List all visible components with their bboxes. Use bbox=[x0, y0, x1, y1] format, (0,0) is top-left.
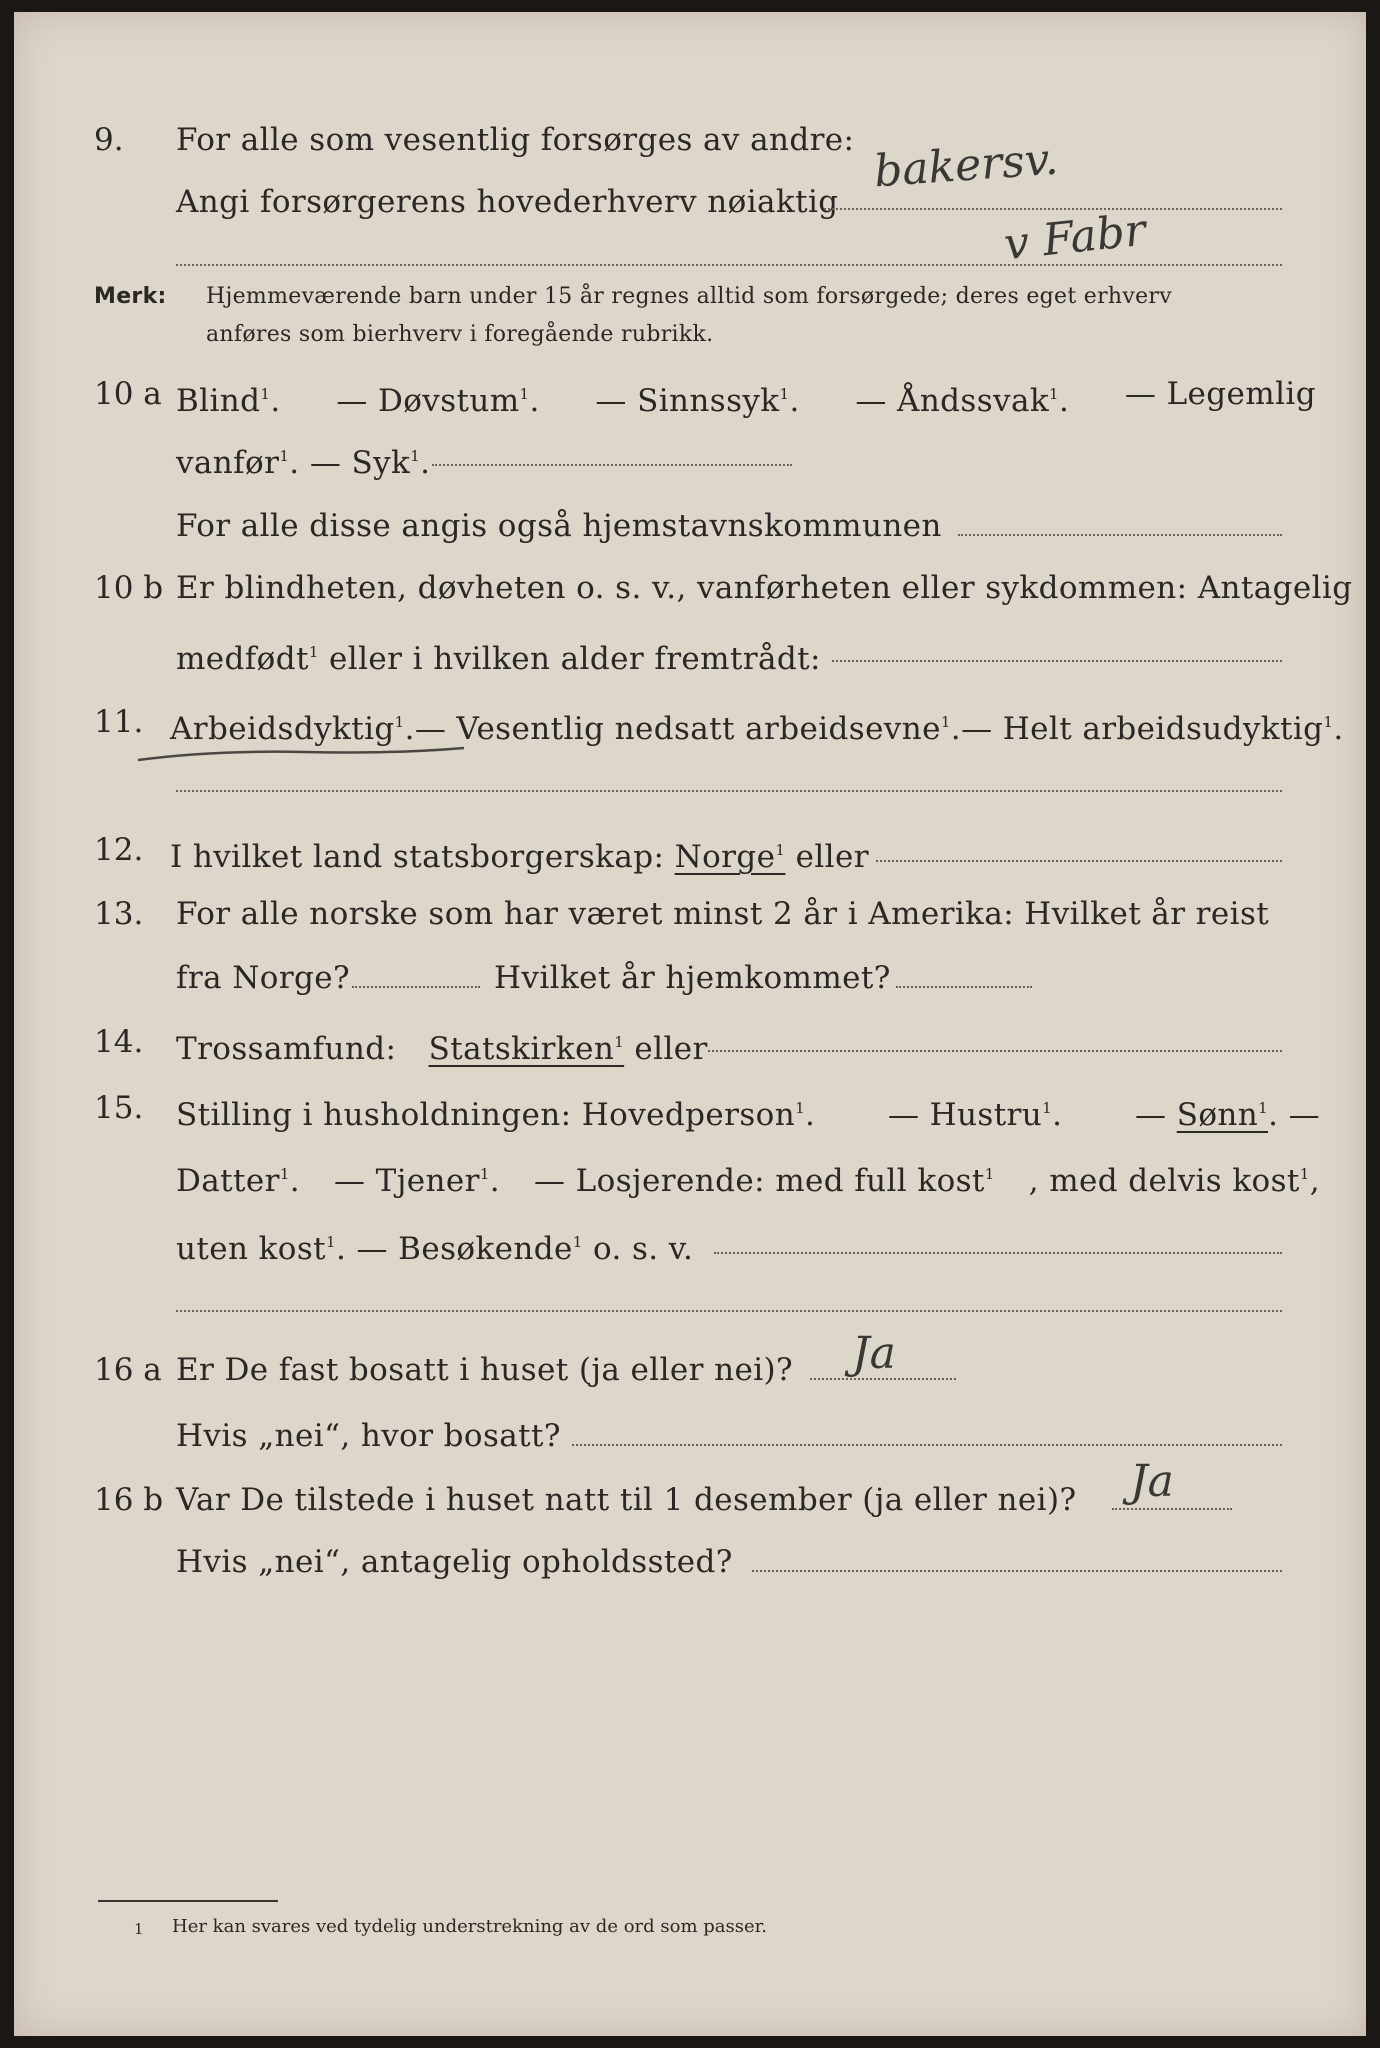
q12-opt-eller[interactable]: eller bbox=[795, 839, 869, 875]
q13-line2b: Hvilket år hjemkommet? bbox=[494, 960, 891, 996]
q15-opt-sonn[interactable]: Sønn$^1$ bbox=[1176, 1097, 1269, 1133]
merk-line1: Hjemmeværende barn under 15 år regnes alltid som forsørgede; deres eget erhverv bbox=[206, 284, 1172, 309]
q15-opt-hovedperson[interactable]: Stilling i husholdningen: Hovedperson$^1$. bbox=[176, 1097, 816, 1133]
q10b-number: 10 b bbox=[94, 570, 164, 606]
q13-number: 13. bbox=[94, 896, 144, 932]
q9-answer-line2[interactable] bbox=[176, 264, 1282, 266]
q15-opt-uten-kost[interactable]: uten kost$^1$. bbox=[176, 1231, 347, 1267]
q16a-handwritten-answer: Ja bbox=[852, 1328, 896, 1379]
q10b-opt-medfodt[interactable]: medfødt$^1$ bbox=[176, 641, 319, 677]
q13-line2a: fra Norge? bbox=[176, 960, 351, 996]
q15-line1: Stilling i husholdningen: Hovedperson$^1$. — Hustru$^1$. — Sønn$^1$. — bbox=[176, 1088, 1320, 1135]
q16b-opholdssted-answer-line[interactable] bbox=[752, 1570, 1282, 1572]
q15-opt-tjener[interactable]: — Tjener$^1$. bbox=[334, 1163, 501, 1199]
q11-opt-nedsatt[interactable]: — Vesentlig nedsatt arbeidsevne$^1$. bbox=[414, 711, 962, 747]
q16a-number: 16 a bbox=[94, 1352, 162, 1388]
q9-number: 9. bbox=[94, 122, 124, 158]
q10b-line1: Er blindheten, døvheten o. s. v., vanførheten eller sykdommen: Antagelig bbox=[176, 570, 1353, 606]
q15-opt-delvis-kost[interactable]: , med delvis kost$^1$, bbox=[1028, 1163, 1320, 1199]
q14-opt-statskirken[interactable]: Statskirken$^1$ bbox=[428, 1031, 625, 1067]
q12-answer-line[interactable] bbox=[876, 860, 1282, 862]
q16b-line1: Var De tilstede i huset natt til 1 desember (ja eller nei)? bbox=[176, 1482, 1077, 1518]
q15-number: 15. bbox=[94, 1090, 144, 1126]
q10a-opt-vanfor[interactable]: vanfør$^1$. bbox=[176, 445, 300, 481]
q10a-opt-sinnssyk[interactable]: — Sinnssyk$^1$. bbox=[595, 383, 800, 419]
q15-answer-line1[interactable] bbox=[714, 1252, 1282, 1254]
q15-line3: uten kost$^1$. — Besøkende$^1$ o. s. v. bbox=[176, 1231, 694, 1267]
q10a-number: 10 a bbox=[94, 376, 162, 412]
q11-answer-line[interactable] bbox=[176, 790, 1282, 792]
q11-number: 11. bbox=[94, 704, 144, 740]
q16a-line2: Hvis „nei“, hvor bosatt? bbox=[176, 1418, 561, 1454]
merk-label: Merk: bbox=[94, 284, 167, 309]
q10a-opt-legemlig[interactable]: — Legemlig bbox=[1124, 376, 1316, 412]
q10a-line1 bbox=[176, 374, 1316, 421]
q15-opt-full-kost[interactable]: — Losjerende: med full kost$^1$ bbox=[534, 1163, 995, 1199]
q10a-opt-dovstum[interactable]: — Døvstum$^1$. bbox=[336, 383, 540, 419]
q15-opt-besokende[interactable]: — Besøkende$^1$ bbox=[356, 1231, 583, 1267]
q9-handwritten-answer2: v Fabr bbox=[1001, 204, 1149, 271]
merk-line2: anføres som bierhverv i foregående rubrikk. bbox=[206, 322, 714, 347]
q9-question-line1: For alle som vesentlig forsørges av andre: bbox=[176, 122, 855, 158]
q15-opt-datter[interactable]: Datter$^1$. bbox=[176, 1163, 301, 1199]
q16b-handwritten-answer: Ja bbox=[1130, 1456, 1174, 1507]
q10a-line2 bbox=[176, 436, 430, 483]
q10a-syk-answer-line[interactable] bbox=[432, 464, 792, 466]
q14-answer-line[interactable] bbox=[708, 1050, 1282, 1052]
q14-line: Trossamfund: Statskirken$^1$ eller bbox=[176, 1031, 708, 1067]
q16a-bosatt-answer-line[interactable] bbox=[572, 1444, 1282, 1446]
q15-line2 bbox=[176, 1154, 1320, 1201]
q10a-hjemstavn-answer-line[interactable] bbox=[958, 534, 1282, 536]
q14-opt-eller[interactable]: eller bbox=[634, 1031, 708, 1067]
footnote-text: Her kan svares ved tydelig understrekning av de ord som passer. bbox=[172, 1916, 767, 1937]
q12-line: I hvilket land statsborgerskap: Norge$^1$ eller bbox=[170, 839, 869, 875]
q16b-number: 16 b bbox=[94, 1482, 164, 1518]
q12-number: 12. bbox=[94, 832, 144, 868]
q9-handwritten-answer1: bakersv. bbox=[872, 133, 1060, 198]
footnote-rule bbox=[98, 1900, 278, 1902]
q14-number: 14. bbox=[94, 1024, 144, 1060]
q15-opt-hustru[interactable]: — Hustru$^1$. bbox=[887, 1097, 1063, 1133]
q10a-opt-syk[interactable]: — Syk$^1$. bbox=[309, 445, 431, 481]
q15-answer-line2[interactable] bbox=[176, 1310, 1282, 1312]
q11-opt-udyktig[interactable]: — Helt arbeidsudyktig$^1$. bbox=[961, 711, 1344, 747]
q10a-opt-andssvak[interactable]: — Åndssvak$^1$. bbox=[855, 383, 1070, 419]
q9-question-line2: Angi forsørgerens hovederhverv nøiaktig bbox=[176, 184, 839, 220]
q13-hjemkommet-answer-line[interactable] bbox=[896, 986, 1032, 988]
q11-opt-arbeidsdyktig[interactable]: Arbeidsdyktig$^1$. bbox=[170, 711, 415, 747]
q16b-answer-line[interactable] bbox=[1112, 1508, 1232, 1510]
q16a-line1: Er De fast bosatt i huset (ja eller nei)? bbox=[176, 1352, 794, 1388]
q9-answer-line1[interactable] bbox=[824, 208, 1282, 210]
q13-reist-answer-line[interactable] bbox=[352, 986, 480, 988]
q10b-answer-line[interactable] bbox=[832, 660, 1282, 662]
q16b-line2: Hvis „nei“, antagelig opholdssted? bbox=[176, 1544, 733, 1580]
q10b-line2: medfødt$^1$ eller i hvilken alder fremtrådt: bbox=[176, 641, 821, 677]
q12-opt-norge[interactable]: Norge$^1$ bbox=[674, 839, 786, 875]
q11-handwritten-underline bbox=[134, 740, 474, 768]
q10a-opt-blind[interactable]: Blind$^1$. bbox=[176, 383, 281, 419]
footnote-mark: 1 bbox=[134, 1920, 144, 1938]
q10a-line3: For alle disse angis også hjemstavnskommunen bbox=[176, 508, 942, 544]
q13-line1: For alle norske som har været minst 2 år i Amerika: Hvilket år reist bbox=[176, 896, 1270, 932]
census-form-page bbox=[14, 12, 1366, 2036]
